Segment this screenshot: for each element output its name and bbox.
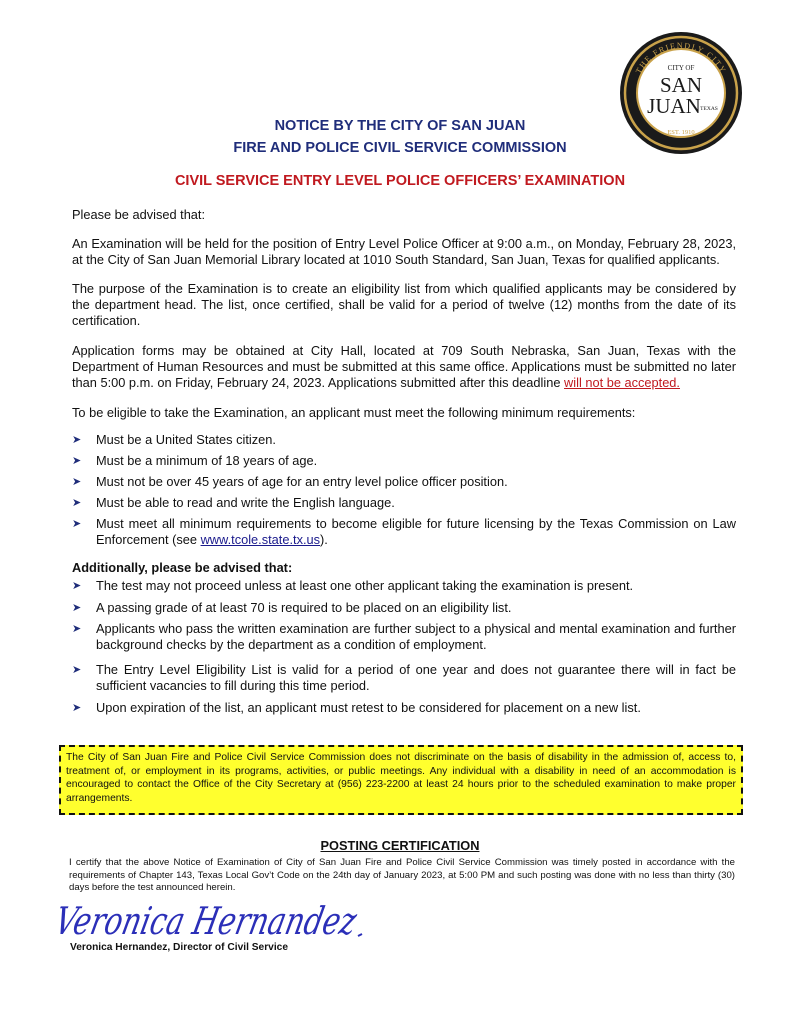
application-text: Application forms may be obtained at City Hall, located at 709 South Nebraska, San Juan, Texas with the Department of Human Resources and must be submitted at this same office. Applications must be submitted no later than 5:00 p.m. on Friday, February 24, 2023. Applications submitted after this deadline	[72, 343, 736, 390]
eligibility-paragraph: To be eligible to take the Examination, an applicant must meet the following minimum requirements:	[72, 405, 636, 420]
arrow-bullet-icon: ➤	[72, 580, 82, 592]
arrow-bullet-icon: ➤	[72, 702, 82, 714]
requirement-item: ➤ Must be a United States citizen.	[72, 432, 276, 447]
deadline-warning: will not be accepted.	[564, 375, 680, 390]
additional-item: ➤ The Entry Level Eligibility List is valid for a period of one year and does not guarantee there will in fact be sufficient vacancies to fill during this time period.	[72, 662, 736, 693]
seal-juan: JUAN	[647, 94, 701, 118]
arrow-bullet-icon: ➤	[72, 476, 82, 488]
seal-texas: TEXAS	[700, 106, 718, 112]
city-seal-logo	[618, 30, 744, 156]
requirement-item: ➤ Must be a minimum of 18 years of age.	[72, 453, 318, 468]
purpose-paragraph: The purpose of the Examination is to create an eligibility list from which qualified applicants may be considered by the department head. The list, once certified, shall be valid for a period of twelve (12) months from the date of its certification.	[72, 281, 736, 328]
signatory-name: Veronica Hernandez, Director of Civil Service	[70, 942, 288, 953]
arrow-bullet-icon: ➤	[72, 434, 82, 446]
nondiscrimination-notice: The City of San Juan Fire and Police Civil Service Commission does not discriminate on the basis of disability in the admission of, access to, treatment of, or employment in its programs, activities, or public meetings. Any individual with a disability in need of an accommodation is encouraged to contact the Office of the City Secretary at (956) 223-2200 at least 24 hours prior to the scheduled examination to make proper arrangements.	[59, 745, 743, 815]
arrow-bullet-icon: ➤	[72, 623, 82, 635]
arrow-bullet-icon: ➤	[72, 602, 82, 614]
intro-text: Please be advised that:	[72, 207, 206, 222]
additional-item: ➤ A passing grade of at least 70 is required to be placed on an eligibility list.	[72, 600, 512, 615]
notice-title: NOTICE BY THE CITY OF SAN JUAN	[274, 118, 526, 134]
posting-certification-text: I certify that the above Notice of Examination of City of San Juan Fire and Police Civil Service Commission was timely posted in accordance with the requirements of Chapter 143, Texas Local Gov’t Code on the 24th day of January 2023, at 5:00 PM and such posting was done with no less than thirty (30) days before the test announced herein.	[69, 857, 735, 894]
posting-certification-heading: POSTING CERTIFICATION	[320, 838, 480, 853]
additional-item: ➤ Applicants who pass the written examination are further subject to a physical and mental examination and further background checks by the department as a condition of employment.	[72, 621, 736, 652]
arrow-bullet-icon: ➤	[72, 497, 82, 509]
additional-item: ➤ The test may not proceed unless at least one other applicant taking the examination is present.	[72, 578, 634, 593]
commission-title: FIRE AND POLICE CIVIL SERVICE COMMISSION	[233, 140, 567, 156]
exam-title: CIVIL SERVICE ENTRY LEVEL POLICE OFFICERS’ EXAMINATION	[174, 173, 626, 189]
seal-san: SAN	[659, 73, 703, 97]
requirement-item: ➤ Must meet all minimum requirements to become eligible for future licensing by the Texas Commission on Law Enforcement (see www.tcole.state.tx.us).	[72, 516, 736, 547]
seal-city-of: CITY OF	[667, 64, 695, 72]
additional-item: ➤ Upon expiration of the list, an applicant must retest to be considered for placement on a new list.	[72, 700, 641, 715]
requirement-item: ➤ Must be able to read and write the English language.	[72, 495, 395, 510]
seal-est: EST. 1910	[667, 129, 695, 136]
seal-arc-text: THE FRIENDLY CITY	[633, 40, 729, 76]
application-paragraph	[72, 343, 736, 391]
exam-date-paragraph: An Examination will be held for the position of Entry Level Police Officer at 9:00 a.m., on Monday, February 28, 2023, at the City of San Juan Memorial Library located at 1010 South Standard, San Juan, Texas for qualified applicants.	[72, 236, 736, 267]
tcole-link[interactable]: www.tcole.state.tx.us	[200, 532, 321, 547]
svg-text:Veronica Hernandez: Veronica Hernandez	[50, 899, 453, 944]
arrow-bullet-icon: ➤	[72, 518, 82, 530]
arrow-bullet-icon: ➤	[72, 455, 82, 467]
additional-heading: Additionally, please be advised that:	[72, 560, 293, 575]
arrow-bullet-icon: ➤	[72, 664, 82, 676]
requirement-item: ➤ Must not be over 45 years of age for an entry level police officer position.	[72, 474, 508, 489]
